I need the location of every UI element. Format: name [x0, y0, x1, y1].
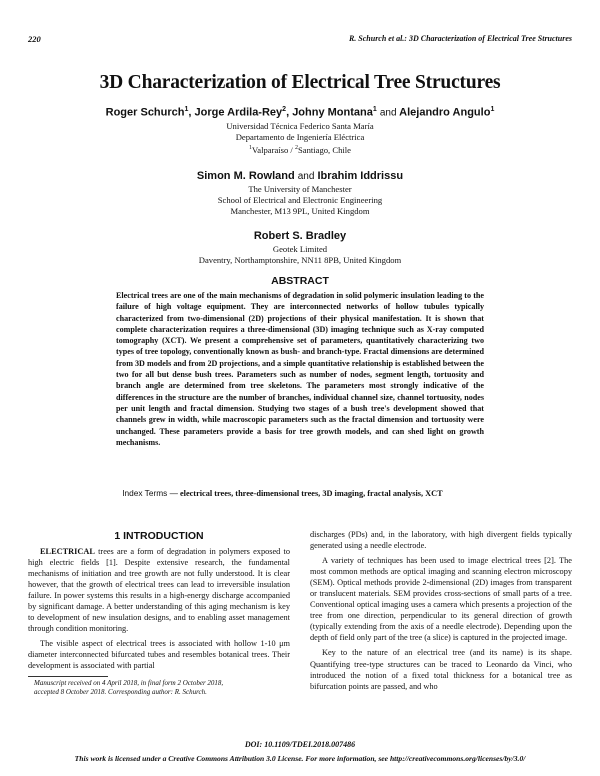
abstract-text: Electrical trees are one of the main mechanisms of degradation in solid polymeric insulation leading to the failure of high voltage equipment. They are interconnected networks of hollow tubules typically characterized from two-dimensional (2D) projections of their physical manifestation. It is shown that complete characterization requires a three-dimensional (3D) imaging technique such as X-ray computed tomography (XCT). We present a comprehensive set of parameters, quantitatively characterizing two types of tree topology, conventionally known as bush- and branch-type. Fractal dimensions are determined from 3D models and from 2D projections, and a simple quantitative relationship is established between the two for all but dense bush trees. Parameters such as number of nodes, segment length, tortuosity and branch angle are determined from tree skeletons. The parameters most strongly indicative of the differences in the structure are the number of branches, individual channel size, channel tortuosity, nodes per unit length and fractal dimension. Studying two stages of a bush tree's development showed that channels grew in width, while macroscopic parameters such as the fractal dimension and tortuosity were unchanged. These parameters provide a basis for tree growth models, and can shed light on growth mechanisms. — [116, 291, 484, 447]
affiliation-line: The University of Manchester — [248, 184, 352, 194]
paragraph — [28, 546, 290, 634]
abstract-heading: ABSTRACT — [271, 275, 329, 287]
aff-text: Santiago, Chile — [297, 145, 351, 156]
paragraph: The visible aspect of electrical trees is associated with hollow 1-10 μm diameter interconnected bifurcated tubes and resembles botanical trees. Their development is associated with partial — [28, 639, 290, 671]
page-number: 220 — [28, 34, 41, 44]
author-sup: 1 — [372, 106, 377, 113]
footnote-line: Manuscript received on 4 April 2018, in final form 2 October 2018, — [34, 679, 224, 687]
author-name: Johny Montana — [292, 106, 373, 119]
affiliation-line: Universidad Técnica Federico Santa María — [226, 121, 374, 131]
author-name: Alejandro Angulo — [399, 106, 491, 119]
paragraph: A variety of techniques has been used to image electrical trees [2]. The most common methods are optical imaging and scanning electron microscopy (SEM). Optical methods provide 2-dimensional (2D) images from transparent or translucent materials. SEM provides cross-sections of small parts of a tree. Conventional optical imaging uses a camera which presents a projection of the tree from one direction, perpendicular to its general direction of growth (typically extending from the axis of a needle electrode). Depending upon the depth of field only part of the tree (a slice) is captured in the projected image. — [310, 556, 572, 643]
affiliation-line: Manchester, M13 9PL, United Kingdom — [230, 206, 370, 217]
paragraph: discharges (PDs) and, in the laboratory, with high divergent fields typically generated using a needle electrode. — [310, 530, 572, 551]
affiliation-line: School of Electrical and Electronic Engineering — [217, 195, 383, 206]
and-word: and — [379, 107, 397, 119]
running-title: R. Schurch et al.: 3D Characterization of Electrical Tree Structures — [348, 34, 572, 43]
affiliation-2 — [0, 184, 600, 218]
author-line-1: Roger Schurch$^1$, Jorge Ardila-Rey$^2$, Johny Montana$^1$ and Alejandro Angulo$^1$ — [105, 106, 495, 119]
section-heading: 1 INTRODUCTION — [114, 530, 204, 542]
footnote-rule — [28, 676, 108, 677]
author-name: Robert S. Bradley — [253, 230, 347, 242]
right-column — [310, 529, 572, 692]
paragraph: Key to the nature of an electrical tree (and its name) is its shape. Quantifying tree-type structures can be traced to Leonardo da Vinci, who introduced the notion of a fixed total thickness for a botanical tree as bifurcation points are passed, and who — [310, 648, 572, 691]
affiliation-3 — [0, 244, 600, 266]
footnote — [28, 679, 296, 697]
affiliation-line — [0, 143, 600, 156]
index-terms — [116, 488, 484, 499]
author-name: Simon M. Rowland — [196, 170, 295, 182]
author-sup: 2 — [282, 106, 287, 113]
author-sup: 1 — [184, 106, 189, 113]
author-name: Ibrahim Iddrissu — [317, 170, 404, 182]
author-name: Roger Schurch — [105, 106, 185, 119]
footnote-line: accepted 8 October 2018. Corresponding author: R. Schurch. — [34, 688, 207, 696]
author-name: Jorge Ardila-Rey — [194, 106, 283, 119]
paper-title: 3D Characterization of Electrical Tree Structures — [99, 72, 501, 93]
paragraph-text: trees are a form of degradation in polymers exposed to high electric fields [1]. Despite extensive research, the fundamental mechanisms of initiation and tree growth are not fully understood. It is clear however, that the growth of electrical trees can lead to irreversible insulation failure. In power systems this results in a high-energy discharge accompanied by significant damage. A better understanding of this aging mechanism is key to development of new insulation designs, and to enabling asset management through condition monitoring. — [28, 547, 290, 634]
aff-text: Valparaíso / — [252, 145, 295, 156]
aff-sup: 1 — [249, 145, 253, 152]
affiliation-line: Departamento de Ingeniería Eléctrica — [235, 132, 365, 143]
index-terms-list: electrical trees, three-dimensional trees, 3D imaging, fractal analysis, XCT — [179, 489, 443, 498]
author-sup: 1 — [490, 106, 495, 113]
aff-sup: 2 — [294, 145, 298, 152]
doi: DOI: 10.1109/TDEI.2018.007486 — [244, 740, 356, 749]
index-terms-label: Index Terms — — [122, 488, 178, 498]
affiliation-line: Daventry, Northamptonshire, NN11 8PB, United Kingdom — [198, 255, 402, 266]
license-notice: This work is licensed under a Creative Commons Attribution 3.0 License. For more information, see http://creativecommons.org/licenses/by/3.0/ — [74, 754, 526, 763]
affiliation-line: Geotek Limited — [272, 244, 328, 254]
author-line-2 — [0, 170, 600, 182]
left-column — [28, 546, 290, 672]
affiliation-1 — [0, 121, 600, 156]
lead-word: ELECTRICAL — [40, 547, 95, 556]
and-word: and — [297, 171, 315, 182]
author-line-3 — [0, 230, 600, 242]
